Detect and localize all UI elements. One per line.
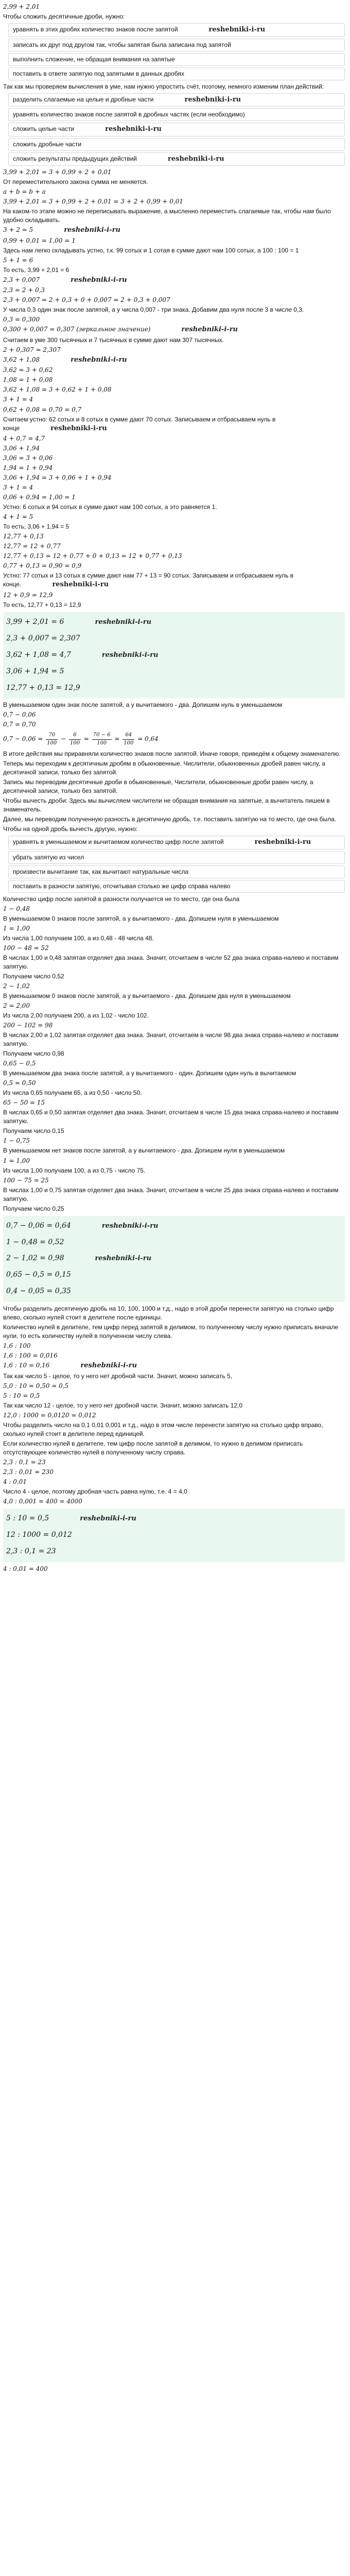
watermark-text: reshebniki-i-ru [80, 1362, 137, 1370]
text-line: То есть, 3,99 + 2,01 = 6 [3, 266, 69, 274]
text-line: Устно: 6 сотых и 94 сотых в сумме дают нам 100 сотых, а это равняется 1. [3, 503, 217, 511]
text-span: поставить в ответе запятую под запятыми в данных дробях [13, 70, 184, 77]
text-span: убрать запятую из чисел [13, 853, 84, 861]
answer-line: 0,65 − 0,5 = 0,15 [6, 1270, 71, 1279]
text-span: 70 − 6 [92, 732, 112, 739]
text-line: Чтобы вычесть дроби: Здесь мы вычисляем числители не обращая внимания на запятые, а вычитатель пишем в знаменатель. [3, 797, 330, 814]
step-item [8, 138, 345, 151]
problem-title: 0,65 − 0,5 [3, 1060, 36, 1067]
text-line: Устно: 77 сотых и 13 сотых в сумме дают нам 77 + 13 = 90 сотых. Записываем и отбрасываем нуль в конце. reshebniki-i-ru [3, 572, 294, 589]
math-line: 2 + 0,307 = 2,307 [3, 346, 61, 353]
text-line: Так как число 5 - целое, то у него нет дробной части. Значит, можно записать 5, [3, 1372, 233, 1380]
math-line: 1 = 1,00 [3, 1157, 30, 1164]
text-line: Так как число 12 - целое, то у него нет дробной части. Значит, можно записать 12,0 [3, 1401, 243, 1409]
answer-line [6, 1250, 342, 1267]
text-span: 5 : 10 = 0,5 [6, 1514, 49, 1523]
text-line: В уменьшаемом один знак после запятой, а у вычитаемого - два. Допишем нуль в уменьшаемом [3, 701, 283, 709]
math-line: 5 : 10 = 0,5 [3, 1392, 40, 1399]
math-line: 3,99 + 2,01 = 3 + 0,99 + 2 + 0,01 [3, 168, 112, 176]
text-line: Получаем число 0,25 [3, 1205, 64, 1212]
text-line: От переместительного закона сумма не меняется. [3, 178, 148, 186]
math-line: 0,3 = 0,300 [3, 316, 40, 324]
watermark-text: reshebniki-i-ru [95, 1255, 152, 1263]
watermark-text: reshebniki-i-ru [101, 1222, 159, 1230]
math-line: 0,300 + 0,007 = 0,307 (зеркальное значение) reshebniki-i-ru [3, 326, 238, 334]
answer-line [6, 1218, 342, 1234]
text-span: 100 [69, 740, 80, 746]
answer-block [3, 1509, 345, 1562]
text-line: Считаем в уме 300 тысячных и 7 тысячных в сумме дают нам 307 тысячных. [3, 336, 224, 344]
fraction [92, 732, 112, 747]
math-line: 0,99 + 0,01 = 1,00 = 1 [3, 236, 76, 244]
text-line: На каком-то этапе можно не переписывать выражение, а мысленно переместить слагаемые так, чтобы нам было удобно складывать. [3, 208, 331, 224]
math-line: 2,3 + 0,007 = 2 + 0,3 + 0 + 0,007 = 2 + 0,3 + 0,007 [3, 296, 170, 304]
math-line: 0,06 + 0,94 = 1,00 = 1 [3, 494, 76, 501]
step-item [8, 123, 345, 136]
step-item [8, 108, 345, 121]
math-line: 3 + 1 = 4 [3, 396, 33, 403]
text-line: В числах 0,65 и 0,50 запятая отделяет два знака. Значит, отсчитаем в числе 15 два знака справа-налево и поставим запятую. [3, 1109, 339, 1125]
step-item [8, 39, 345, 52]
text-line: В уменьшаемом 0 знаков после запятой, а у вычитаемого - два. Допишем нуля в уменьшаемом [3, 914, 279, 922]
text-line: В числах 1,00 и 0,75 запятая отделяет два знака. Значит, отсчитаем в числе 25 два знака справа-налево и поставим запятую. [3, 1186, 339, 1202]
watermark-text: reshebniki-i-ru [50, 424, 107, 432]
text-span: 100 [124, 740, 134, 746]
watermark-text: reshebniki-i-ru [64, 226, 120, 234]
text-span: 100 [97, 740, 107, 746]
watermark-text: reshebniki-i-ru [80, 1515, 136, 1523]
math-line: 1,6 : 100 = 0,016 [3, 1352, 58, 1360]
step-item [8, 53, 345, 66]
text-line: В уменьшаемом 0 знаков после запятой, а у вычитаемого - два. Допишем два нуля в уменьшаемом [3, 992, 291, 999]
text-span: поставить в разности запятую, отсчитывая столько же цифр справа налево [13, 882, 231, 890]
problem-title: 1,6 : 100 [3, 1342, 31, 1350]
step-item [8, 23, 345, 37]
text-line: Получаем число 0,52 [3, 972, 64, 980]
math-line: 1 = 1,00 [3, 924, 30, 932]
text-span: сложить результаты предыдущих действий [13, 155, 137, 162]
text-line: В уменьшаемом нет знаков после запятой, а у вычитаемого - два. Допишем нуля в уменьшаемом [3, 1147, 285, 1155]
text-span: произвести вычитание так, как вычитают натуральные числа [13, 868, 189, 875]
text-line: Количество цифр после запятой в разности получается не то место, где она была [3, 895, 240, 903]
math-line: 200 − 102 = 98 [3, 1022, 53, 1029]
text-span: сложить дробные части [13, 140, 82, 148]
math-line: 100 − 75 = 25 [3, 1176, 49, 1184]
instruction-text: Чтобы сложить десятичные дроби, нужно: [3, 13, 125, 21]
text-line: Чтобы на одной дробь вычесть другую, нужно: [3, 825, 138, 833]
math-line: 4,0 : 0,001 = 400 = 4000 [3, 1498, 82, 1505]
math-line: a + b = b + a [3, 188, 46, 196]
text-span: сложить целые части [13, 125, 75, 133]
math-line: 0,77 + 0,13 = 0,90 = 0,9 [3, 562, 82, 570]
text-line: Из числа 0,65 получаем 65, а из 0,50 - число 50. [3, 1089, 142, 1097]
step-item [8, 866, 345, 878]
math-line: 3,62 + 1,08 = 3 + 0,62 + 1 + 0,08 [3, 386, 112, 394]
text-line: В уменьшаемом два знака после запятой, а у вычитаемого - один. Допишем один нуль в вычитаемом [3, 1070, 296, 1077]
math-line: 100 − 48 = 52 [3, 944, 49, 952]
text-span: уравнять в уменьшаемом и вычитаемом количество цифр после запятой [13, 838, 224, 846]
answer-line [6, 647, 342, 664]
fraction [122, 732, 134, 747]
text-line: В итоге действия мы приравняли количество знаков после запятой. Иначе говоря, приведём к общему знаменателю. [3, 750, 341, 757]
answer-line: 3,06 + 1,94 = 5 [6, 667, 64, 675]
watermark-text: reshebniki-i-ru [181, 326, 238, 334]
watermark-text: reshebniki-i-ru [101, 651, 159, 659]
text-span: уравнять в этих дробях количество знаков после запятой [13, 26, 178, 33]
text-span: записать их друг под другом так, чтобы запятая была записана под запятой [13, 41, 231, 48]
math-line: 1,94 = 1 + 0,94 [3, 464, 53, 472]
math-line: 3 + 1 = 4 [3, 484, 33, 492]
text-line: Получаем число 0,15 [3, 1127, 64, 1135]
answer-line: 2,3 : 0,1 = 23 [6, 1547, 56, 1555]
math-line: 4 + 1 = 5 [3, 513, 33, 521]
text-line: В числах 2,00 и 1,02 запятая отделяет два знака. Значит, отсчитаем в числе 98 два знака справа-налево и поставим запятую. [3, 1031, 339, 1048]
math-line: 4 : 0,01 [3, 1478, 27, 1486]
watermark-text: reshebniki-i-ru [71, 276, 127, 284]
answer-line: 0,4 − 0,05 = 0,35 [6, 1287, 71, 1296]
problem-title: 12,77 + 0,13 [3, 533, 44, 540]
text-span: 3,62 + 1,08 = 4,7 [6, 650, 71, 659]
fraction [69, 732, 81, 747]
watermark-text: reshebniki-i-ru [208, 26, 266, 34]
math-line: 5 + 1 = 6 [3, 256, 33, 264]
math-line: 0,5 = 0,50 [3, 1079, 36, 1087]
problem-title: 0,7 − 0,06 [3, 711, 36, 719]
problem-title: 3,06 + 1,94 [3, 445, 40, 452]
math-line: 0,62 + 0,08 = 0,70 = 0,7 [3, 405, 82, 413]
math-line: 12,77 + 0,13 = 12 + 0,77 + 0 + 0,13 = 12 + 0,77 + 0,13 [3, 552, 182, 560]
text-span: 70 [46, 732, 58, 739]
math-line: 2 = 2,00 [3, 1002, 30, 1010]
watermark-text: reshebniki-i-ru [168, 155, 224, 163]
math-line: 1,08 = 1 + 0,08 [3, 376, 53, 384]
text-line: Число 4 - целое, поэтому дробная часть равна нулю, т.е. 4 = 4,0 [3, 1488, 187, 1496]
text-line: Запись мы переводим десятичные дроби в обыкновенные, Числители, обыкновенные дроби равен числу, а десятичной записи, только без запятой. [3, 778, 313, 794]
text-line: То есть, 3,06 + 1,94 = 5 [3, 523, 69, 531]
answer-line: 12,77 + 0,13 = 12,9 [6, 683, 80, 692]
text-line: В числах 1,00 и 0,48 запятая отделяет два знака. Значит, отсчитаем в числе 52 два знака справа-налево и поставим запятую. [3, 954, 339, 970]
math-line: 3 + 2 = 5 reshebniki-i-ru [3, 226, 120, 234]
text-span: 64 [122, 732, 134, 739]
problem-title: 3,62 + 1,08 reshebniki-i-ru [3, 355, 127, 364]
text-span: 100 [47, 740, 57, 746]
text-span: 0,7 − 0,06 = [3, 735, 43, 743]
watermark-text: reshebniki-i-ru [95, 618, 152, 626]
math-line: 65 − 50 = 15 [3, 1099, 45, 1107]
math-line: 3,99 + 2,01 = 3 + 0,99 + 2 + 0,01 = 3 + 2 + 0,99 + 0,01 [3, 198, 184, 206]
text-line: Считаем устно: 62 сотых и 8 сотых в сумме дают 70 сотых. Записываем и отбрасываем нуль в конце reshebniki-i-ru [3, 415, 276, 432]
answer-line: 2,3 + 0,007 = 2,307 [6, 634, 80, 642]
fraction-line: 0,7 − 0,06 = $\frac{70}{100}$ − $\frac{6}{100}$ = $\frac{70 - 6}{100}$ = $\frac{64}{100}$ = 0,64 [3, 730, 345, 749]
problem-title: 2,3 + 0,007 reshebniki-i-ru [3, 276, 127, 284]
text-span: 6 [69, 732, 81, 739]
math-line: 0,7 = 0,70 [3, 721, 36, 728]
answer-line: 12 : 1000 = 0,012 [6, 1531, 72, 1539]
math-line: 2,3 = 2 + 0,3 [3, 286, 45, 294]
text-span: 2 − 1,02 = 0,98 [6, 1254, 64, 1263]
answer-block [3, 612, 345, 698]
math-line: 1,6 : 10 = 0,16 reshebniki-i-ru [3, 1362, 137, 1370]
math-line: 5,0 : 10 = 0,50 = 0,5 [3, 1382, 69, 1389]
watermark-text: reshebniki-i-ru [52, 581, 109, 589]
text-line: То есть, 12,77 + 0,13 = 12,9 [3, 601, 81, 608]
answer-line: 1 − 0,48 = 0,52 [6, 1238, 64, 1246]
math-line: 4 + 0,7 = 4,7 [3, 435, 45, 443]
text-line: Из числа 1,00 получаем 100, а из 0,48 - 48 числа 48. [3, 934, 154, 942]
instruction-text: Так как мы проверяем вычисления в уме, нам нужно упростить счёт, поэтому, немного изменим план действий: [3, 82, 324, 90]
text-line: Получаем число 0,98 [3, 1050, 64, 1058]
fraction [46, 732, 58, 747]
text-line: Если количество нулей в делителе, тем цифр после запятой в делимом, то нужно в делимом приписать отсутствующее количество нулей в полученному числу справа. [3, 1439, 303, 1456]
text-line: Количество нулей в делителе, тем цифр перед запятой в делимом, то полученному числу нужно приписать вначале нули, то есть количеству нулей в полученном числу слева. [3, 1324, 339, 1340]
math-line: 4 : 0,01 = 400 [3, 1565, 48, 1572]
text-span: уравнять количество знаков после запятой в дробных частях (если необходимо) [13, 111, 245, 118]
step-item [8, 67, 345, 80]
watermark-text: reshebniki-i-ru [254, 838, 311, 846]
math-line: 12 + 0,9 = 12,9 [3, 591, 53, 599]
text-span: разделить слагаемые на целые и дробные части [13, 95, 154, 103]
answer-line [6, 614, 342, 631]
step-item [8, 851, 345, 864]
math-line: 3,62 = 3 + 0,62 [3, 366, 53, 374]
text-line: Далее, мы переводим полученную разность в десятичную дробь, т.е. поставить запятую на то место, где она была. [3, 816, 337, 823]
text-span: 3,99 + 2,01 = 6 [6, 618, 64, 626]
text-line: Теперь мы переходим к десятичным дробям в обыкновенные. Числители, обыкновенных дробей равен числу, а десятичной записи, только без запятой. [3, 759, 325, 776]
text-line: Чтобы разделить десятичную дробь на 10, 100, 1000 и т.д., надо в этой дроби перенести запятую на столько цифр влево, сколько нулей стоит в делителе после единицы. [3, 1305, 334, 1321]
text-span: 0,7 − 0,06 = 0,64 [6, 1221, 71, 1230]
text-span: = 0,64 [137, 735, 159, 743]
watermark-text: reshebniki-i-ru [184, 95, 241, 104]
math-line: 2,3 : 0,01 = 230 [3, 1468, 54, 1476]
math-line: 3,06 = 3 + 0,06 [3, 454, 53, 462]
step-item [8, 152, 345, 166]
text-line: У числа 0,3 один знак после запятой, а у числа 0,007 - три знака. Добавим два нуля после 3 в числе 0,3. [3, 306, 304, 314]
math-line: 2,3 : 0,1 = 23 [3, 1459, 46, 1466]
watermark-text: reshebniki-i-ru [71, 355, 127, 364]
text-line: Из числа 2,00 получаем 200, а из 1,02 - число 102. [3, 1012, 149, 1020]
answer-block [3, 1216, 345, 1302]
math-line: 12,0 : 1000 = 0,0120 = 0,012 [3, 1411, 96, 1419]
problem-title: 2 − 1,02 [3, 982, 30, 990]
text-line: Чтобы разделить число на 0,1 0,01 0,001 и т.д., надо в этом числе перенести запятую на столько цифр вправо, сколько нулей стоит в делителе перед единицей. [3, 1421, 323, 1437]
problem-title: 1 − 0,75 [3, 1137, 30, 1145]
problem-title: 1 − 0,48 [3, 905, 30, 912]
watermark-text: reshebniki-i-ru [105, 125, 162, 133]
math-line: 12,77 = 12 + 0,77 [3, 543, 61, 550]
problem-title: 2,99 + 2,01 [3, 3, 40, 10]
text-span: выполнить сложение, не обращая внимания на запятые [13, 55, 175, 63]
step-item [8, 836, 345, 849]
answer-line [6, 1511, 342, 1527]
step-item [8, 93, 345, 107]
math-line: 3,06 + 1,94 = 3 + 0,06 + 1 + 0,94 [3, 474, 112, 482]
text-line: Здесь нам легко складывать устно, т.к. 99 сотых и 1 сотая в сумме дают нам 100 сотых, а 100 : 100 = 1 [3, 246, 299, 254]
step-item [8, 880, 345, 893]
text-line: Из числа 1,00 получаем 100, а из 0,75 - число 75. [3, 1166, 146, 1174]
